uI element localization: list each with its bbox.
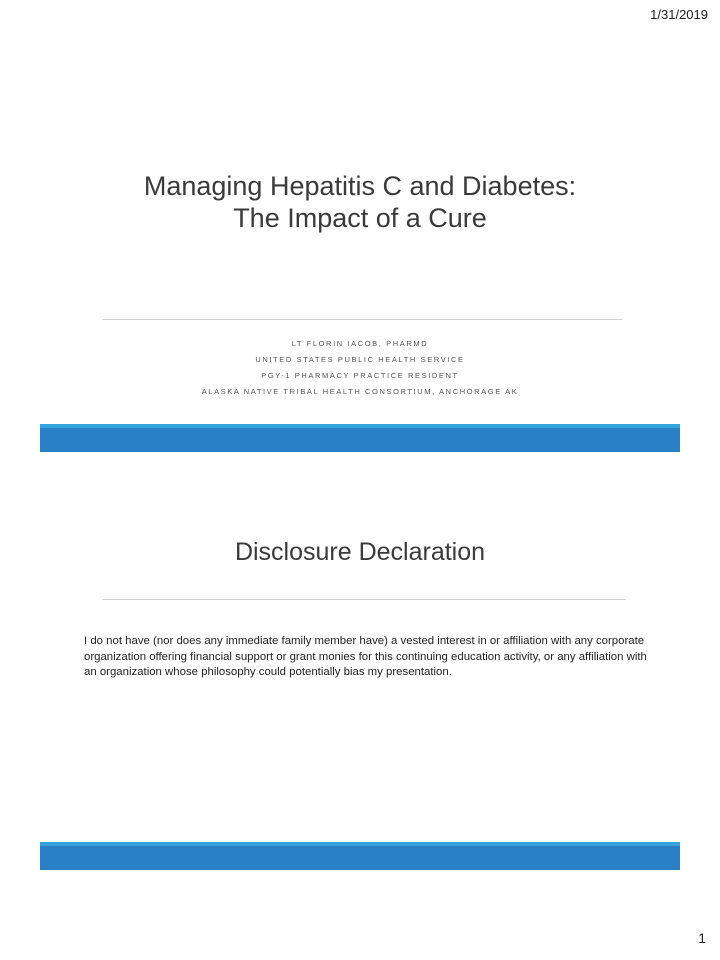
slide-footer-band	[40, 424, 680, 452]
slide-title	[40, 32, 680, 452]
title-divider	[103, 319, 622, 320]
page-date: 1/31/2019	[650, 7, 708, 22]
title-line-2: The Impact of a Cure	[233, 203, 487, 233]
presenter-organization: UNITED STATES PUBLIC HEALTH SERVICE	[255, 355, 465, 364]
disclosure-body: I do not have (nor does any immediate family member have) a vested interest in or affiliation with any corporate organization offering financial support or grant monies for this continuing education activity, or any affiliation with an organization whose philosophy could potentially bias my presentation.	[84, 635, 647, 678]
presenter-info	[40, 336, 680, 400]
title-line-1: Managing Hepatitis C and Diabetes:	[143, 171, 577, 201]
slide-footer-band	[40, 842, 680, 870]
presenter-role: PGY-1 PHARMACY PRACTICE RESIDENT	[261, 371, 459, 380]
presenter-affiliation: ALASKA NATIVE TRIBAL HEALTH CONSORTIUM, ANCHORAGE AK	[201, 387, 519, 396]
presenter-name: LT FLORIN IACOB, PHARMD	[291, 339, 429, 348]
disclosure-divider	[103, 599, 626, 600]
presentation-title	[40, 170, 680, 234]
slide-disclosure	[40, 452, 680, 870]
disclosure-title: Disclosure Declaration	[234, 538, 486, 566]
page-number: 1	[698, 930, 706, 946]
